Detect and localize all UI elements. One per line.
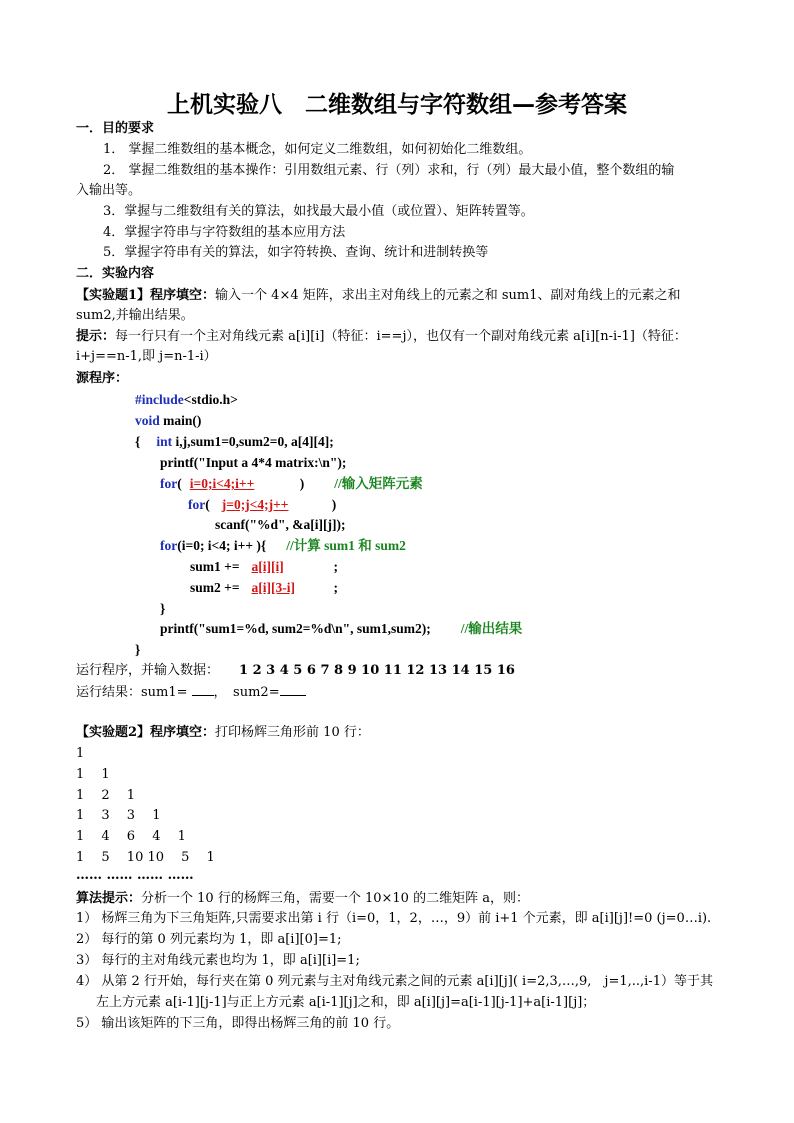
code-text: (: [177, 476, 182, 491]
keyword: for: [160, 538, 178, 553]
code-text: {: [135, 434, 141, 449]
section2-heading: 二．实验内容: [76, 266, 155, 281]
answer-blank: j=0;j<4;j++: [221, 497, 289, 512]
hint-line1: 每一行只有一个主对角线元素 a[i][i]（特征：i==j），也仅有一个副对角线元素 a[i][n-i-1]（特征：: [115, 329, 687, 344]
triangle-row: 1 2 1: [76, 788, 136, 803]
code-line-sum2: [190, 579, 338, 597]
code-line-decl: [135, 433, 334, 451]
ex2-desc: 打印杨辉三角形前 10 行：: [215, 725, 370, 740]
keyword: #include: [135, 392, 184, 407]
objective-item: 入输出等。: [76, 183, 142, 198]
code-text: printf("sum1=%d, sum2=%d\n", sum1,sum2);: [160, 621, 431, 636]
result-mid: ， sum2=: [213, 685, 280, 700]
code-line-include: [135, 391, 238, 409]
hint-line2: i+j==n-1,即 j=n-1-i）: [76, 349, 217, 364]
triangle-row: 1: [76, 746, 85, 761]
ex2-description: [76, 724, 370, 742]
keyword: for: [188, 497, 206, 512]
ex1-desc-line2: sum2,并输出结果。: [76, 308, 194, 323]
objective-item: 3．掌握与二维数组有关的算法，如找最大最小值（或位置）、矩阵转置等。: [103, 204, 534, 219]
algo-item: 5） 输出该矩阵的下三角，即得出杨辉三角的前 10 行。: [76, 1016, 400, 1031]
answer-blank: a[i][i]: [251, 559, 284, 574]
run-label: 运行程序，并输入数据：: [76, 663, 220, 678]
ex1-description: [76, 287, 681, 305]
code-text: sum2 +=: [190, 580, 240, 595]
code-comment: //计算 sum1 和 sum2: [286, 538, 406, 553]
page-title: 上机实验八 二维数组与字符数组—参考答案: [167, 92, 627, 118]
algo-label: 算法提示：: [76, 891, 142, 906]
ex1-hint: [76, 328, 687, 346]
algo-item: 4） 从第 2 行开始，每行夹在第 0 列元素与主对角线元素之间的元素 a[i][j]( i=2,3,…,9, j=1,..,i-1）等于其: [76, 974, 713, 989]
ex1-desc-line1: 输入一个 4×4 矩阵，求出主对角线上的元素之和 sum1、副对角线上的元素之和: [215, 288, 681, 303]
hint-label: 提示：: [76, 329, 116, 344]
ex2-tag: 【实验题2】程序填空：: [76, 725, 216, 740]
algo-desc: 分析一个 10 行的杨辉三角，需要一个 10×10 的二维矩阵 a，则：: [141, 891, 529, 906]
answer-blank: a[i][3-i]: [251, 580, 296, 595]
code-text: (: [205, 497, 210, 512]
code-text: (i=0; i<4; i++ ){: [177, 538, 267, 553]
algo-item: 3） 每行的主对角线元素也均为 1，即 a[i][i]=1;: [76, 953, 360, 968]
objective-item: 4．掌握字符串与字符数组的基本应用方法: [103, 225, 346, 240]
answer-blank: i=0;i<4;i++: [189, 476, 255, 491]
triangle-row: 1 1: [76, 767, 110, 782]
code-line-close-main: }: [135, 642, 141, 657]
source-label: 源程序：: [76, 371, 129, 386]
code-line-printf: printf("Input a 4*4 matrix:\n");: [160, 455, 347, 470]
code-line-for-j: [188, 496, 336, 514]
code-text: sum1 +=: [190, 559, 240, 574]
code-text: <stdio.h>: [183, 392, 238, 407]
algo-item: 2） 每行的第 0 列元素均为 1，即 a[i][0]=1;: [76, 932, 342, 947]
code-text: ): [331, 497, 337, 512]
run-result-line: [76, 683, 306, 702]
keyword: int: [156, 434, 173, 449]
objective-item: 1． 掌握二维数组的基本概念，如何定义二维数组，如何初始化二维数组。: [103, 142, 532, 157]
code-comment: //输入矩阵元素: [334, 476, 423, 491]
code-line-sum1: [190, 558, 338, 576]
section1-heading: 一．目的要求: [76, 121, 155, 136]
code-comment: //输出结果: [460, 621, 523, 636]
algo-heading: [76, 890, 529, 908]
keyword: for: [160, 476, 178, 491]
code-line-for-sum: [160, 537, 406, 555]
objective-item: 2． 掌握二维数组的基本操作：引用数组元素、行（列）求和，行（列）最大最小值，整个数组的输: [103, 163, 675, 178]
run-data: 1 2 3 4 5 6 7 8 9 10 11 12 13 14 15 16: [239, 663, 515, 678]
algo-item: 左上方元素 a[i-1][j-1]与正上方元素 a[i-1][j]之和，即 a[i][j]=a[i-1][j-1]+a[i-1][j]；: [96, 995, 596, 1010]
code-line-output: [160, 620, 522, 638]
code-text: main(): [159, 413, 202, 428]
result-label: 运行结果：sum1=: [76, 685, 188, 700]
triangle-row: …… …… …… ……: [76, 868, 194, 883]
code-line-main: [135, 412, 201, 430]
ex1-tag: 【实验题1】程序填空：: [76, 288, 216, 303]
code-text: ): [299, 476, 305, 491]
code-line-close-for: }: [160, 601, 166, 616]
code-line-scanf: scanf("%d", &a[i][j]);: [215, 517, 346, 532]
triangle-row: 1 4 6 4 1: [76, 829, 186, 844]
objective-item: 5．掌握字符串有关的算法，如字符转换、查询、统计和进制转换等: [103, 245, 489, 260]
triangle-row: 1 3 3 1: [76, 808, 161, 823]
sum2-blank: [280, 683, 306, 696]
keyword: void: [135, 413, 160, 428]
code-text: ;: [333, 580, 339, 595]
algo-item: 1） 杨辉三角为下三角矩阵,只需要求出第 i 行（i=0，1，2，…，9）前 i+1 个元素，即 a[i][j]!=0 (j=0…i).: [76, 911, 712, 926]
code-text: ;: [333, 559, 339, 574]
code-line-for-i: [160, 475, 423, 493]
triangle-row: 1 5 10 10 5 1: [76, 850, 215, 865]
sum1-blank: [192, 683, 214, 696]
code-text: i,j,sum1=0,sum2=0, a[4][4];: [172, 434, 334, 449]
run-input-line: [76, 662, 515, 680]
